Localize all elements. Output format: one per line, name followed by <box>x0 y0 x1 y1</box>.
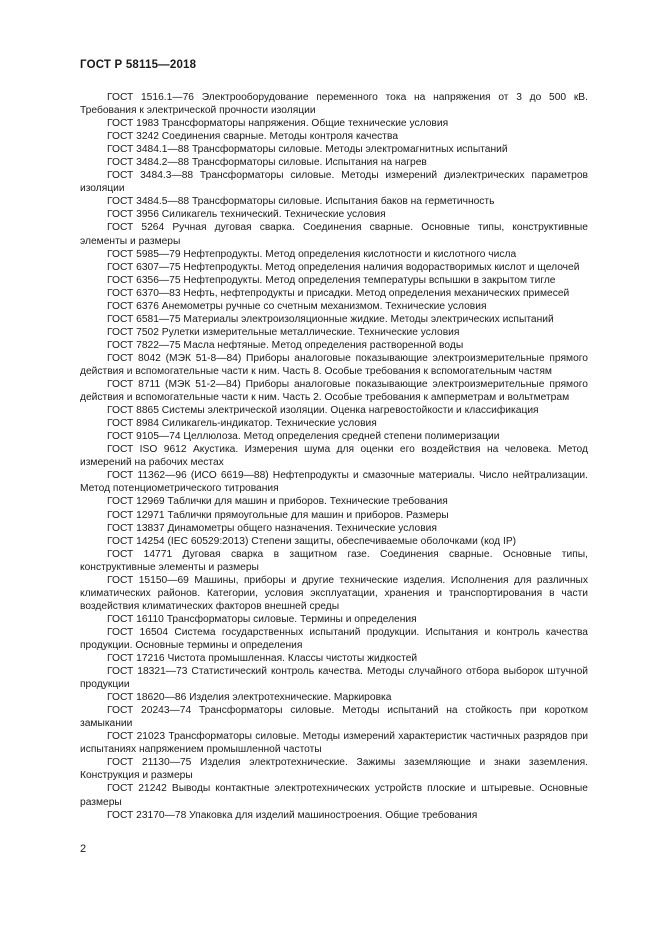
reference-item: ГОСТ 6356—75 Нефтепродукты. Метод определения температуры вспышки в закрытом тигле <box>107 274 556 286</box>
reference-item: ГОСТ 7822—75 Масла нефтяные. Метод определения растворенной воды <box>107 339 464 351</box>
reference-item: ГОСТ 1983 Трансформаторы напряжения. Общие технические условия <box>107 118 449 130</box>
reference-item: ГОСТ 6370—83 Нефть, нефтепродукты и присадки. Метод определения механических примесей <box>107 287 570 299</box>
reference-item: ГОСТ 3484.1—88 Трансформаторы силовые. Методы электромагнитных испытаний <box>107 144 508 156</box>
reference-item: ГОСТ 15150—69 Машины, приборы и другие технические изделия. Исполнения для различных климатических районов. Категории, условия эксплуатации, хранения и транспортирования в части воздействия климатических факторов внешней среды <box>80 574 588 612</box>
reference-item: ГОСТ 3484.3—88 Трансформаторы силовые. Методы измерений диэлектрических параметров изоляции <box>80 170 588 195</box>
reference-item: ГОСТ 5985—79 Нефтепродукты. Метод определения кислотности и кислотного числа <box>107 248 517 260</box>
reference-item: ГОСТ 3484.2—88 Трансформаторы силовые. Испытания на нагрев <box>107 157 427 169</box>
reference-item: ГОСТ 6307—75 Нефтепродукты. Метод определения наличия водорастворимых кислот и щелочей <box>107 261 580 273</box>
reference-item: ГОСТ 16110 Трансформаторы силовые. Термины и определения <box>107 613 417 625</box>
document-header: ГОСТ Р 58115—2018 <box>80 59 197 71</box>
reference-item: ГОСТ 3484.5—88 Трансформаторы силовые. Испытания баков на герметичность <box>107 196 495 208</box>
reference-item: ГОСТ 3242 Соединения сварные. Методы контроля качества <box>107 131 399 143</box>
reference-item: ГОСТ 5264 Ручная дуговая сварка. Соединения сварные. Основные типы, конструктивные элементы и размеры <box>80 222 588 247</box>
reference-item: ГОСТ 9105—74 Целлюлоза. Метод определения средней степени полимеризации <box>107 431 500 443</box>
reference-item: ГОСТ 6581—75 Материалы электроизоляционные жидкие. Методы электрических испытаний <box>107 313 554 325</box>
reference-item: ГОСТ 12971 Таблички прямоугольные для машин и приборов. Размеры <box>107 509 449 521</box>
reference-item: ГОСТ 8042 (МЭК 51-8—84) Приборы аналоговые показывающие электроизмерительные прямого действия и вспомогательные части к ним. Часть 8. Особые требования к вспомогательным частям <box>80 352 588 377</box>
reference-item: ГОСТ 17216 Чистота промышленная. Классы чистоты жидкостей <box>107 653 418 665</box>
reference-item: ГОСТ 21130—75 Изделия электротехнические. Зажимы заземляющие и знаки заземления. Конструкция и размеры <box>80 757 588 782</box>
reference-item: ГОСТ 21242 Выводы контактные электротехнических устройств плоские и штыревые. Основные размеры <box>80 783 588 808</box>
reference-item: ГОСТ 20243—74 Трансформаторы силовые. Методы испытаний на стойкость при коротком замыкании <box>80 705 588 730</box>
reference-item: ГОСТ 18620—86 Изделия электротехнические. Маркировка <box>107 692 392 704</box>
reference-item: ГОСТ 8865 Системы электрической изоляции. Оценка нагревостойкости и классификация <box>107 405 539 417</box>
reference-item: ГОСТ 21023 Трансформаторы силовые. Методы измерений характеристик частичных разрядов при испытаниях напряжением промышленной частоты <box>80 731 588 756</box>
reference-item: ГОСТ ISO 9612 Акустика. Измерения шума для оценки его воздействия на человека. Метод измерений на рабочих местах <box>80 444 588 469</box>
reference-item: ГОСТ 11362—96 (ИСО 6619—88) Нефтепродукты и смазочные материалы. Число нейтрализации. Метод потенциометрического титрования <box>80 470 588 495</box>
reference-item: ГОСТ 1516.1—76 Электрооборудование переменного тока на напряжения от 3 до 500 кВ. Требования к электрической прочности изоляции <box>80 92 588 117</box>
reference-item: ГОСТ 7502 Рулетки измерительные металлические. Технические условия <box>107 326 460 338</box>
reference-item: ГОСТ 8711 (МЭК 51-2—84) Приборы аналоговые показывающие электроизмерительные прямого действия и вспомогательные части к ним. Часть 2. Особые требования к амперметрам и вольтметрам <box>80 379 588 404</box>
reference-item: ГОСТ 16504 Система государственных испытаний продукции. Испытания и контроль качества продукции. Основные термины и определения <box>80 626 588 651</box>
reference-item: ГОСТ 12969 Таблички для машин и приборов. Технические требования <box>107 496 448 508</box>
reference-item: ГОСТ 8984 Силикагель-индикатор. Технические условия <box>107 418 377 430</box>
reference-item: ГОСТ 6376 Анемометры ручные со счетным механизмом. Технические условия <box>107 300 487 312</box>
references-list <box>80 91 588 822</box>
reference-item: ГОСТ 23170—78 Упаковка для изделий машиностроения. Общие требования <box>107 809 478 821</box>
page-number: 2 <box>80 843 87 855</box>
reference-item: ГОСТ 13837 Динамометры общего назначения. Технические условия <box>107 522 437 534</box>
reference-item: ГОСТ 18321—73 Статистический контроль качества. Методы случайного отбора выборок штучной продукции <box>80 666 588 691</box>
reference-item: ГОСТ 14254 (IEC 60529:2013) Степени защиты, обеспечиваемые оболочками (код IP) <box>107 535 517 547</box>
reference-item: ГОСТ 14771 Дуговая сварка в защитном газе. Соединения сварные. Основные типы, конструктивные элементы и размеры <box>80 548 588 573</box>
reference-item: ГОСТ 3956 Силикагель технический. Технические условия <box>107 209 386 221</box>
